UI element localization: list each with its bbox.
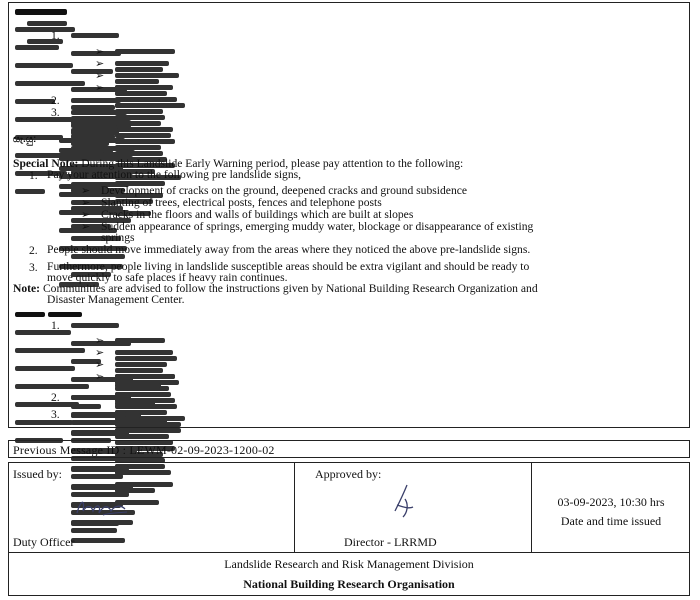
sinhala-heading-line <box>15 9 88 14</box>
tamil-heading-line <box>15 312 92 317</box>
tamil-bullet-arrow: ➢ <box>95 359 105 371</box>
tamil-bullet-arrow: ➢ <box>95 347 105 359</box>
english-bullet-arrow: ➢ <box>81 185 91 197</box>
sign-1: Development of cracks on the ground, deepened cracks and ground subsidence <box>101 184 468 197</box>
tamil-item-2-number: 2. <box>51 391 60 404</box>
sinhala-bullet-arrow: ➢ <box>95 70 105 82</box>
sinhala-item-3-number: 3. <box>51 106 60 119</box>
division-name: Landslide Research and Risk Management Division <box>224 557 474 571</box>
sign-4: Sudden appearance of springs, emerging muddy water, blockage or disappearance of existing <box>101 220 534 233</box>
sinhala-note-label: සැ.යු: <box>13 134 37 145</box>
english-item-1-text: Pay your attention to the following pre landslide signs, <box>47 168 302 181</box>
english-item-3-line-1: Furthermore, people living in landslide susceptible areas should be extra vigilant and should be ready to <box>47 260 530 273</box>
divider <box>294 463 295 552</box>
signature-table <box>8 462 690 596</box>
special-note-text: During this Landslide Early Warning period, please pay attention to the following: <box>78 157 464 170</box>
issued-by-role: Duty Officer <box>13 535 75 549</box>
organisation-name: National Building Research Organisation <box>243 577 455 591</box>
tamil-bullet-arrow: ➢ <box>95 371 105 383</box>
sign-4-continued: springs <box>101 231 135 244</box>
tamil-bullet-arrow: ➢ <box>95 335 105 347</box>
sinhala-bullet-arrow: ➢ <box>95 82 105 94</box>
special-note-label: Special Note: <box>13 157 79 170</box>
english-item-3-number: 3. <box>29 261 38 274</box>
sinhala-item-1-number: 1. <box>51 29 60 42</box>
tamil-item-3-number: 3. <box>51 408 60 421</box>
approved-by-role: Director - LRRMD <box>344 535 437 549</box>
tamil-item-1-number: 1. <box>51 319 60 332</box>
issued-by-label: Issued by: <box>13 467 62 481</box>
english-bullet-arrow: ➢ <box>81 221 91 233</box>
note-line-2: Disaster Management Center. <box>47 293 185 306</box>
issue-date-time: 03-09-2023, 10:30 hrs <box>557 495 665 509</box>
previous-message-id: Previous Message ID : LEWM-02-09-2023-1200-02 <box>8 440 690 458</box>
english-bullet-arrow: ➢ <box>81 209 91 221</box>
issued-by-signature <box>69 493 139 521</box>
approved-by-signature <box>389 481 419 521</box>
english-item-3-line-2: move quickly to safe places if heavy rain continues. <box>47 271 288 284</box>
english-item-1-number: 1. <box>29 169 38 182</box>
sign-3: Cracks in the floors and walls of buildings which are built at slopes <box>101 208 414 221</box>
approved-by-label: Approved by: <box>315 467 382 481</box>
sinhala-item-2-number: 2. <box>51 94 60 107</box>
sign-2: Slanting of trees, electrical posts, fences and telephone posts <box>101 196 382 209</box>
sinhala-bullet-arrow: ➢ <box>95 46 105 58</box>
issue-date-time-label: Date and time issued <box>560 514 662 528</box>
english-bullet-arrow: ➢ <box>81 197 91 209</box>
divider <box>9 552 689 553</box>
english-item-2-number: 2. <box>29 244 38 257</box>
warning-notice-box <box>8 2 690 428</box>
sinhala-bullet-arrow: ➢ <box>95 58 105 70</box>
note-label: Note: <box>13 282 41 295</box>
english-item-2-text: People should move immediately away from the areas where they noticed the above pre-landslide signs. <box>47 243 531 256</box>
note-line-1: Note: Communities are advised to follow the instructions given by National Building Research Organization and <box>13 282 538 295</box>
